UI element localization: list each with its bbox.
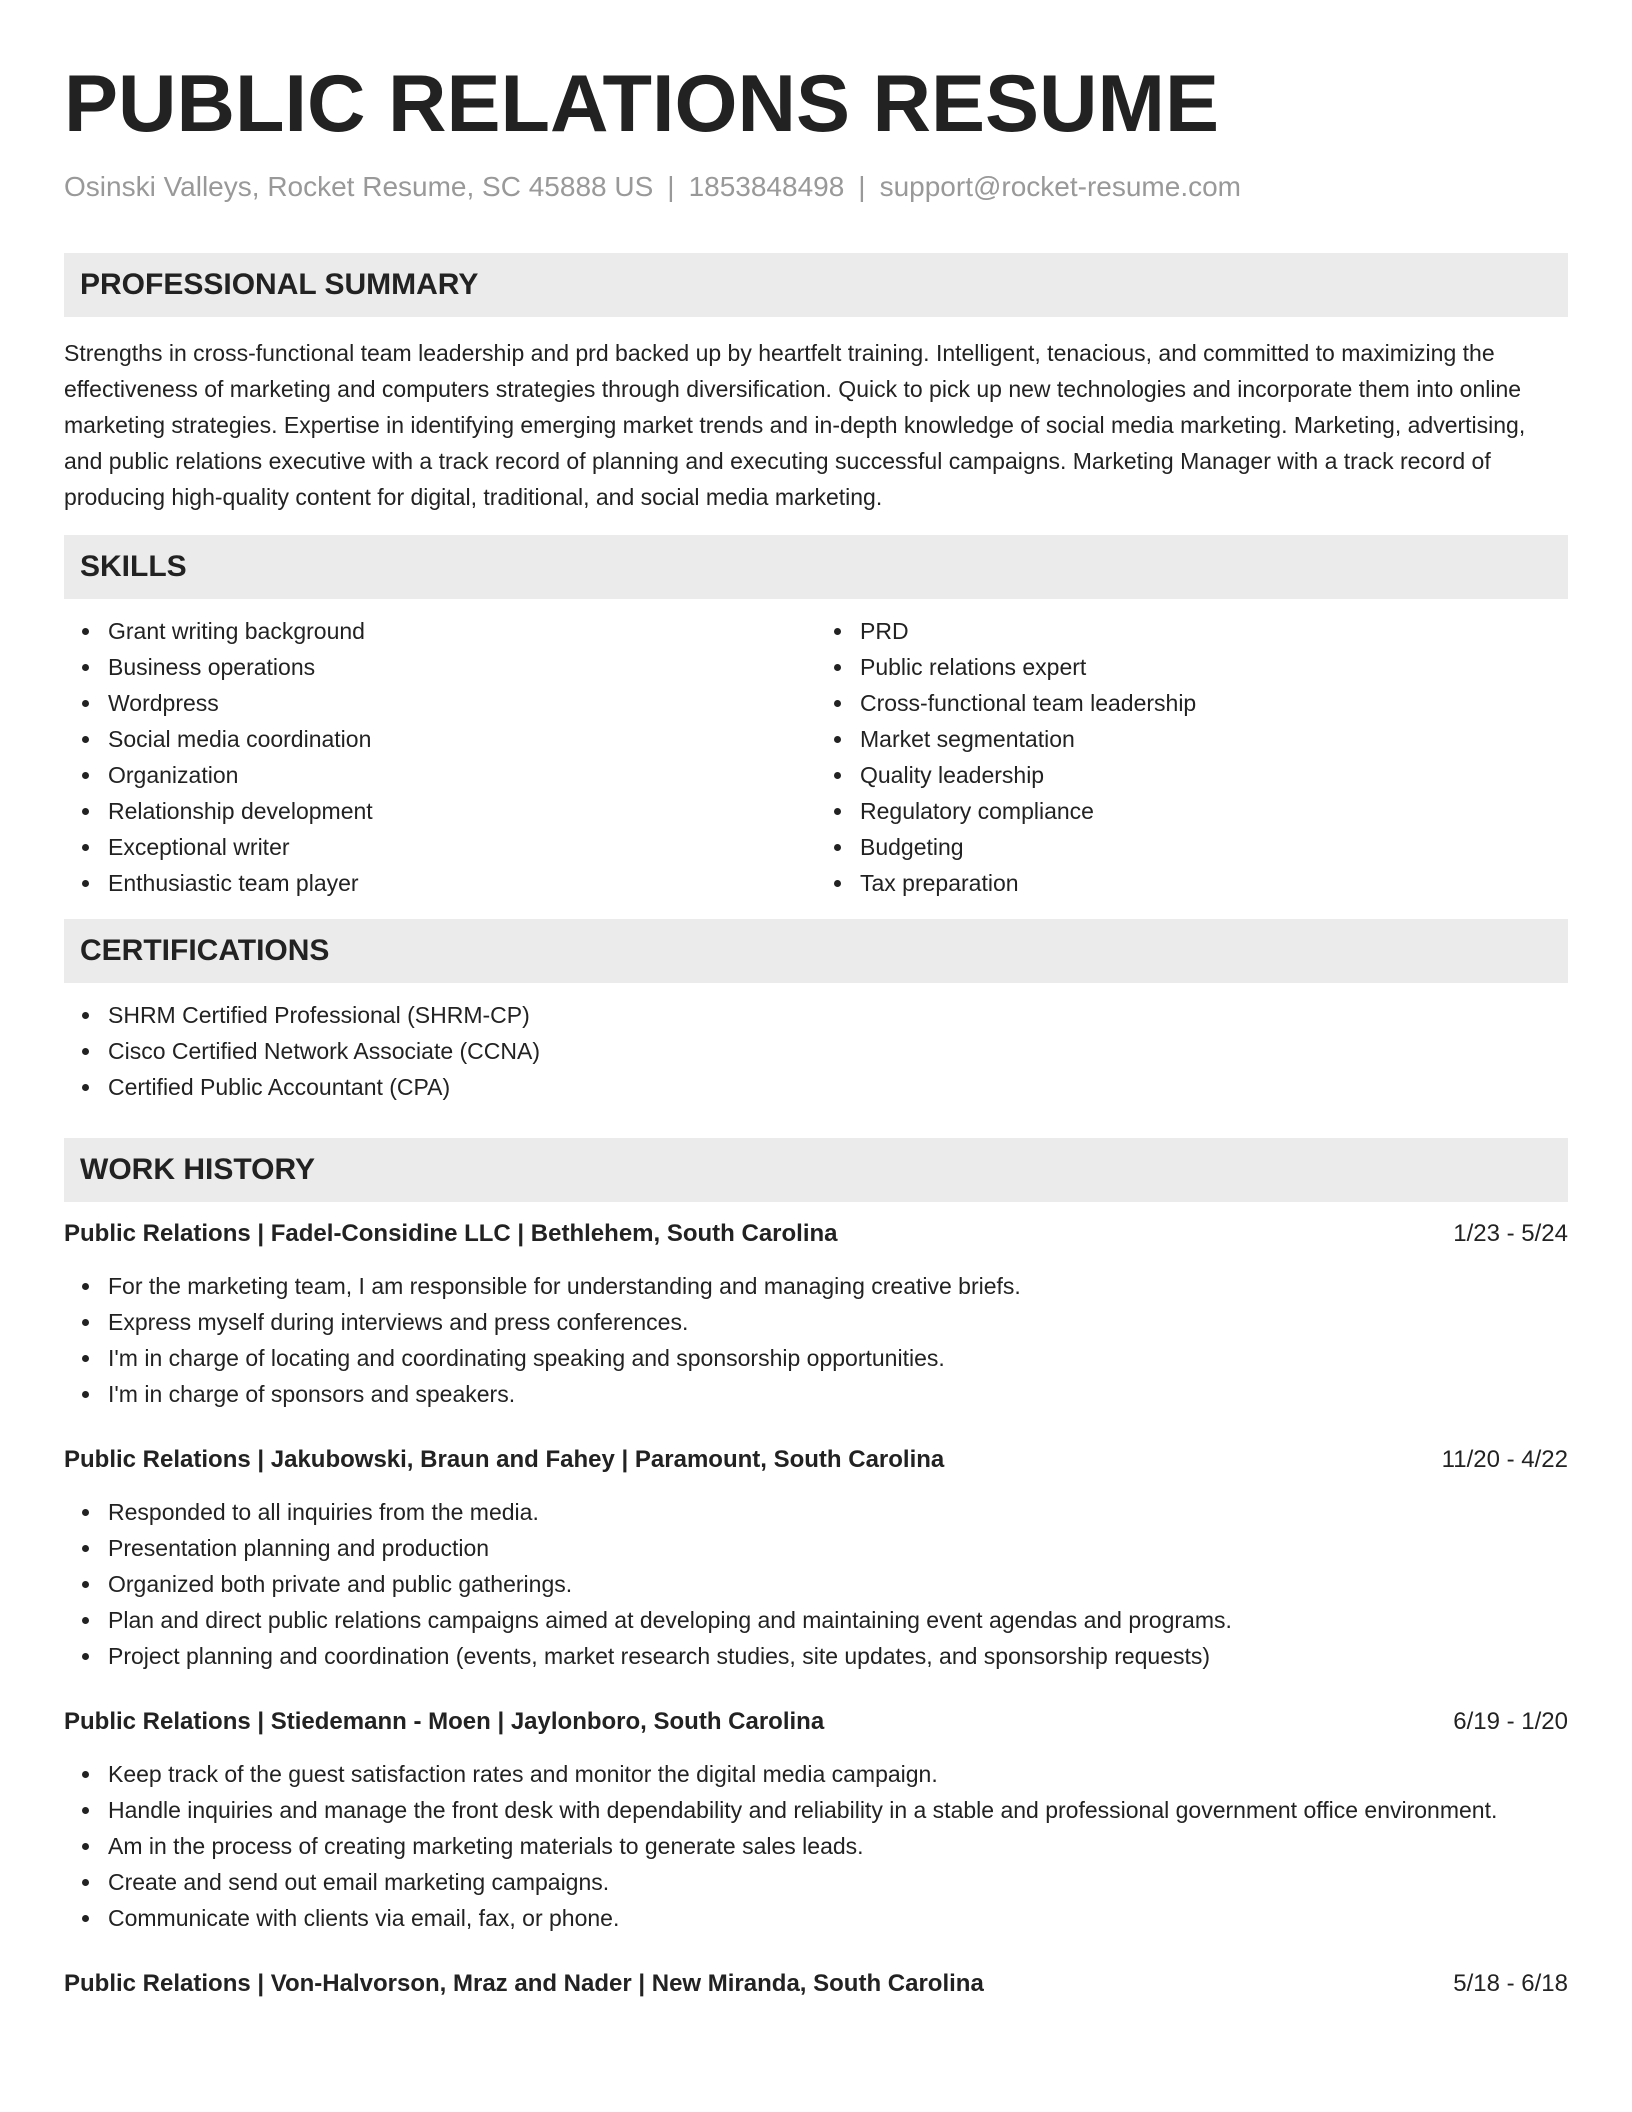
contact-phone: 1853848498 xyxy=(688,171,845,202)
list-item: Budgeting xyxy=(860,829,1568,865)
list-item: Organized both private and public gatherings. xyxy=(108,1566,1568,1602)
list-item: Exceptional writer xyxy=(108,829,816,865)
list-item: Cisco Certified Network Associate (CCNA) xyxy=(108,1033,1568,1069)
summary-text: Strengths in cross-functional team leadership and prd backed up by heartfelt training. Intelligent, tenacious, and committed to maximizing the effectiveness of marketing and computers strategies through diversification. Quick to pick up new technologies and incorporate them into online marketing strategies. Expertise in identifying emerging market trends and in-depth knowledge of social media marketing. Marketing, advertising, and public relations executive with a track record of planning and executing successful campaigns. Marketing Manager with a track record of producing high-quality content for digital, traditional, and social media marketing. xyxy=(64,340,1526,510)
list-item: Social media coordination xyxy=(108,721,816,757)
job-dates: 5/18 - 6/18 xyxy=(1453,1970,1568,1997)
job-duties-list xyxy=(64,1268,1568,1412)
list-item: Tax preparation xyxy=(860,865,1568,901)
list-item: Plan and direct public relations campaigns aimed at developing and maintaining event agendas and programs. xyxy=(108,1602,1568,1638)
skills-list-right xyxy=(816,613,1568,901)
list-item: Wordpress xyxy=(108,685,816,721)
job-title: Public Relations | Fadel-Considine LLC | Bethlehem, South Carolina xyxy=(64,1220,838,1247)
job-title: Public Relations | Von-Halvorson, Mraz and Nader | New Miranda, South Carolina xyxy=(64,1970,984,1997)
list-item: Handle inquiries and manage the front desk with dependability and reliability in a stable and professional government office environment. xyxy=(108,1792,1568,1828)
list-item: Enthusiastic team player xyxy=(108,865,816,901)
skills-list-left xyxy=(64,613,816,901)
list-item: SHRM Certified Professional (SHRM-CP) xyxy=(108,997,1568,1033)
list-item: Public relations expert xyxy=(860,649,1568,685)
job-header xyxy=(64,1442,1568,1478)
page-title: PUBLIC RELATIONS RESUME xyxy=(64,59,1220,149)
skills-heading: SKILLS xyxy=(64,535,1568,599)
summary-heading: PROFESSIONAL SUMMARY xyxy=(64,253,1568,317)
job-entry xyxy=(64,1966,1568,2002)
job-header xyxy=(64,1704,1568,1740)
certifications-section xyxy=(64,997,1568,1105)
list-item: I'm in charge of sponsors and speakers. xyxy=(108,1376,1568,1412)
job-dates: 1/23 - 5/24 xyxy=(1453,1220,1568,1247)
list-item: Express myself during interviews and press conferences. xyxy=(108,1304,1568,1340)
certifications-heading: CERTIFICATIONS xyxy=(64,919,1568,983)
work-history-heading: WORK HISTORY xyxy=(64,1138,1568,1202)
list-item: Business operations xyxy=(108,649,816,685)
list-item: Project planning and coordination (events, market research studies, site updates, and sponsorship requests) xyxy=(108,1638,1568,1674)
work-history-list xyxy=(64,1216,1568,2002)
list-item: Communicate with clients via email, fax, or phone. xyxy=(108,1900,1568,1936)
list-item: Quality leadership xyxy=(860,757,1568,793)
job-entry xyxy=(64,1704,1568,1936)
contact-separator: | xyxy=(667,171,675,202)
list-item: Grant writing background xyxy=(108,613,816,649)
job-entry xyxy=(64,1216,1568,1412)
contact-address: Osinski Valleys, Rocket Resume, SC 45888 US xyxy=(64,171,654,202)
list-item: Create and send out email marketing campaigns. xyxy=(108,1864,1568,1900)
list-item: Responded to all inquiries from the media. xyxy=(108,1494,1568,1530)
job-dates: 11/20 - 4/22 xyxy=(1441,1446,1568,1473)
contact-line xyxy=(64,170,1568,204)
job-duties-list xyxy=(64,1494,1568,1674)
list-item: Am in the process of creating marketing materials to generate sales leads. xyxy=(108,1828,1568,1864)
list-item: Market segmentation xyxy=(860,721,1568,757)
list-item: Relationship development xyxy=(108,793,816,829)
job-title: Public Relations | Jakubowski, Braun and Fahey | Paramount, South Carolina xyxy=(64,1446,945,1473)
job-dates: 6/19 - 1/20 xyxy=(1453,1708,1568,1735)
list-item: Cross-functional team leadership xyxy=(860,685,1568,721)
list-item: For the marketing team, I am responsible for understanding and managing creative briefs. xyxy=(108,1268,1568,1304)
contact-separator: | xyxy=(858,171,866,202)
job-title: Public Relations | Stiedemann - Moen | Jaylonboro, South Carolina xyxy=(64,1708,825,1735)
list-item: Certified Public Accountant (CPA) xyxy=(108,1069,1568,1105)
skills-column-left xyxy=(64,613,816,901)
skills-grid xyxy=(64,613,1568,901)
list-item: Organization xyxy=(108,757,816,793)
job-header xyxy=(64,1966,1568,2002)
list-item: Keep track of the guest satisfaction rates and monitor the digital media campaign. xyxy=(108,1756,1568,1792)
list-item: Regulatory compliance xyxy=(860,793,1568,829)
job-entry xyxy=(64,1442,1568,1674)
job-header xyxy=(64,1216,1568,1252)
skills-column-right xyxy=(816,613,1568,901)
list-item: Presentation planning and production xyxy=(108,1530,1568,1566)
list-item: PRD xyxy=(860,613,1568,649)
job-duties-list xyxy=(64,1756,1568,1936)
contact-email: support@rocket-resume.com xyxy=(879,171,1242,202)
list-item: I'm in charge of locating and coordinating speaking and sponsorship opportunities. xyxy=(108,1340,1568,1376)
certifications-list xyxy=(64,997,1568,1105)
